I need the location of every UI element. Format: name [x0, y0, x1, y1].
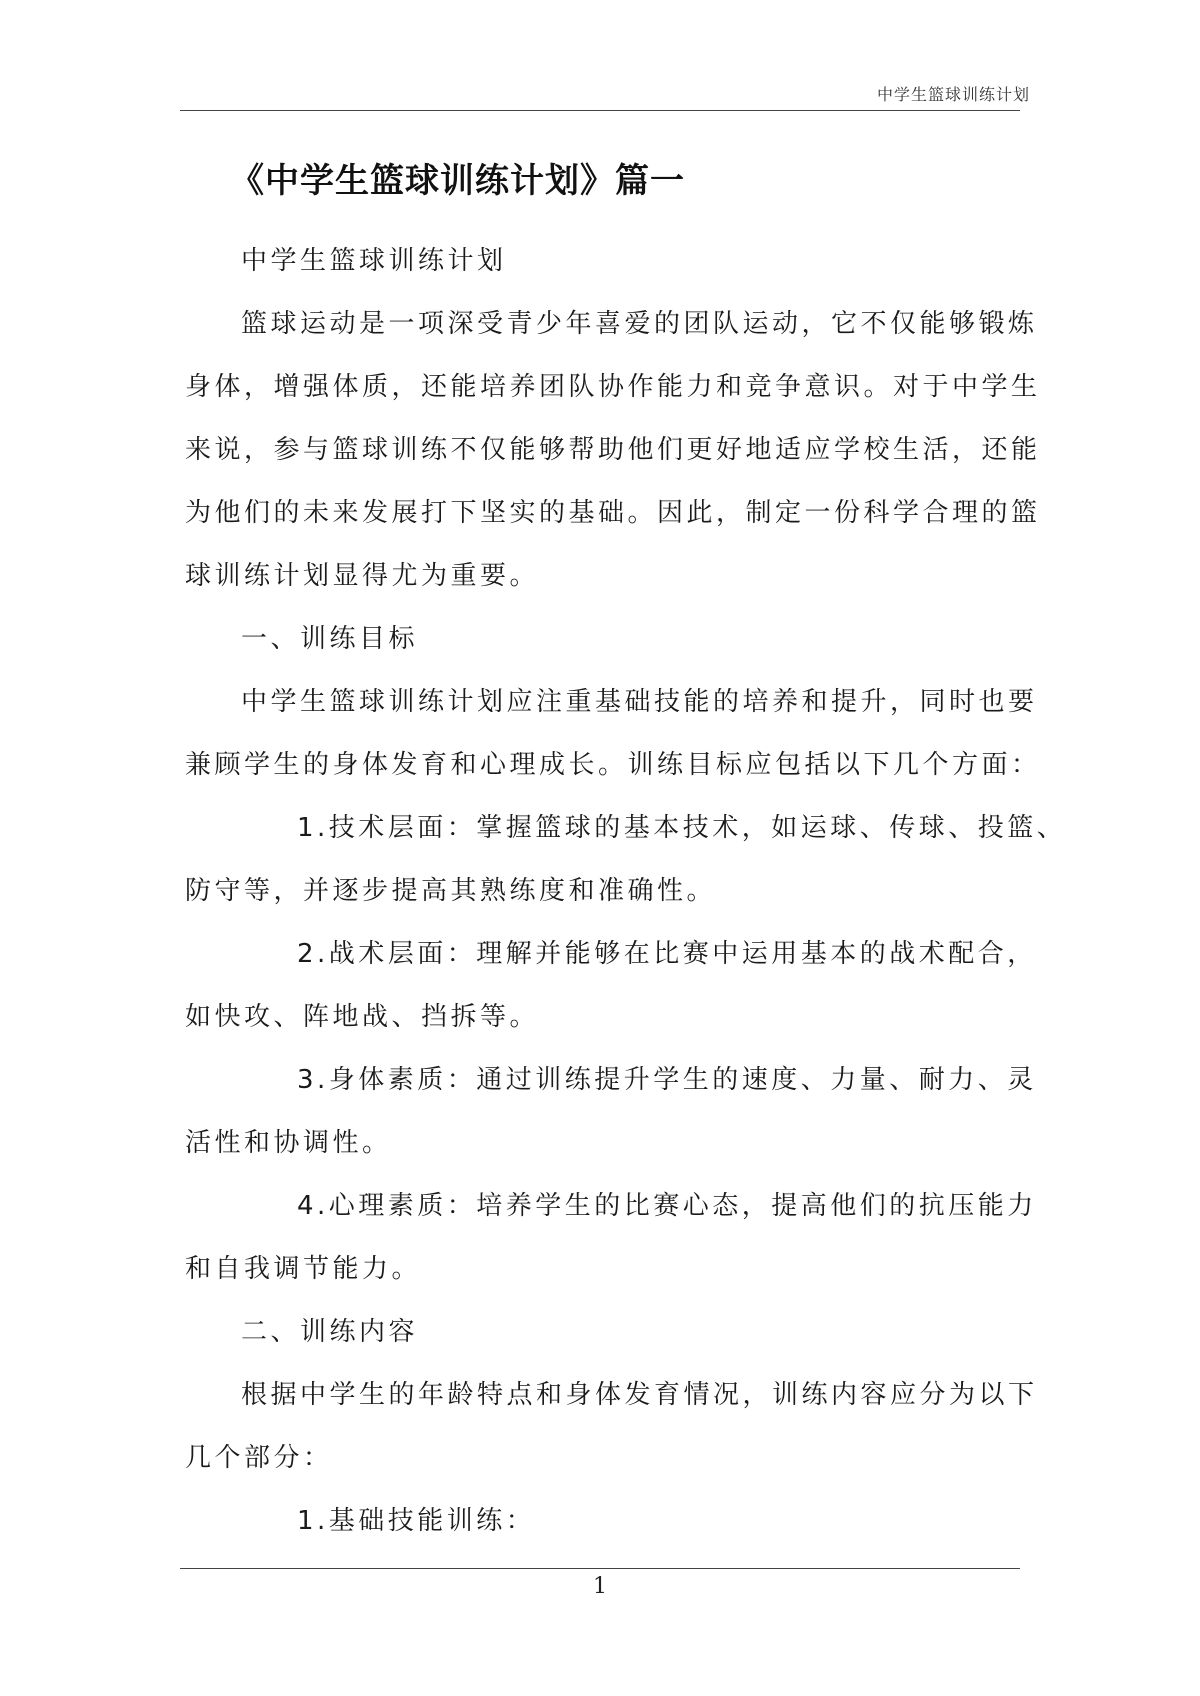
- body-line: 身体，增强体质，还能培养团队协作能力和竞争意识。对于中学生: [185, 372, 1041, 402]
- body-line: 几个部分：: [185, 1443, 333, 1473]
- body-line: 活性和协调性。: [185, 1128, 392, 1158]
- section-heading: 二、训练内容: [241, 1317, 419, 1347]
- body-line: 如快攻、阵地战、挡拆等。: [185, 1002, 540, 1032]
- body-line: 兼顾学生的身体发育和心理成长。训练目标应包括以下几个方面：: [185, 750, 1041, 780]
- body-line: 为他们的未来发展打下坚实的基础。因此，制定一份科学合理的篮: [185, 498, 1041, 528]
- running-header-title: 中学生篮球训练计划: [876, 85, 1030, 104]
- body-line: 和自我调节能力。: [185, 1254, 422, 1284]
- body-line: 来说，参与篮球训练不仅能够帮助他们更好地适应学校生活，还能: [185, 435, 1041, 465]
- list-item: 4.心理素质：培养学生的比赛心态，提高他们的抗压能力: [297, 1191, 1037, 1221]
- section-heading: 一、训练目标: [241, 624, 419, 654]
- body-line: 中学生篮球训练计划应注重基础技能的培养和提升，同时也要: [241, 687, 1038, 717]
- body-line: 篮球运动是一项深受青少年喜爱的团队运动，它不仅能够锻炼: [241, 309, 1038, 339]
- list-item: 1.基础技能训练：: [297, 1506, 536, 1536]
- list-item: 3.身体素质：通过训练提升学生的速度、力量、耐力、灵: [297, 1065, 1037, 1095]
- list-item: 1.技术层面：掌握篮球的基本技术，如运球、传球、投篮、: [297, 813, 1067, 843]
- body-line: 防守等，并逐步提高其熟练度和准确性。: [185, 876, 717, 906]
- document-title: 《中学生篮球训练计划》篇一: [230, 161, 685, 201]
- body-line: 根据中学生的年龄特点和身体发育情况，训练内容应分为以下: [241, 1380, 1038, 1410]
- footer-divider: [180, 1568, 1020, 1569]
- page-number: 1: [593, 1574, 607, 1599]
- document-body: [185, 230, 1067, 1553]
- body-line: 球训练计划显得尤为重要。: [185, 561, 540, 591]
- list-item: 2.战术层面：理解并能够在比赛中运用基本的战术配合，: [297, 939, 1037, 969]
- body-line: 中学生篮球训练计划: [241, 246, 507, 276]
- header-divider: [180, 110, 1020, 111]
